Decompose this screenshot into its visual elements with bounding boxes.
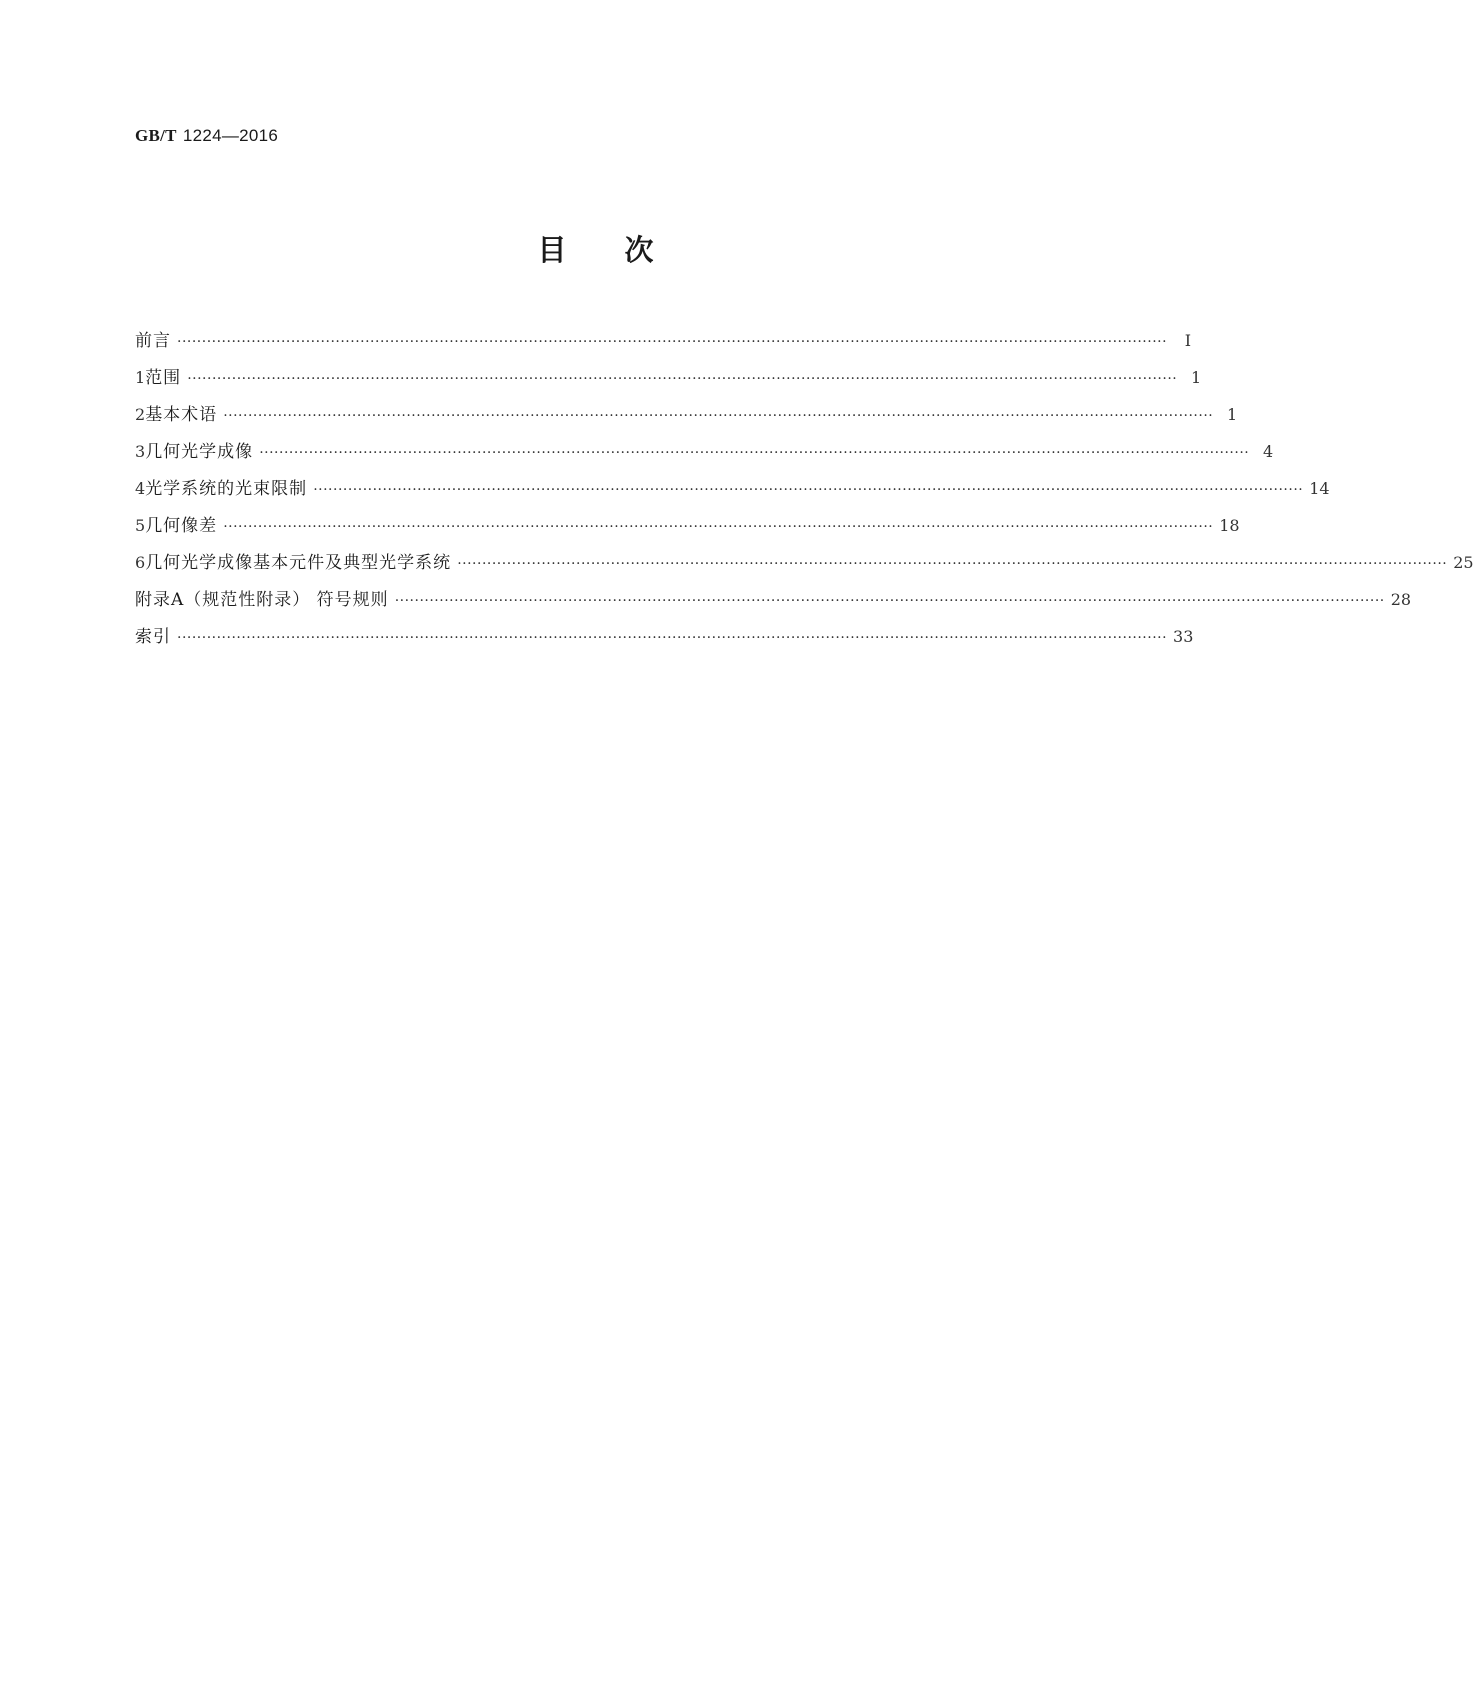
toc-entry-number: 1: [135, 368, 146, 387]
toc-entry-number: 5: [135, 516, 146, 535]
toc-entry-page: 28: [1390, 590, 1412, 609]
toc-entry-label: 前言: [135, 331, 171, 351]
dot-leader: ········································································································································································································: [457, 556, 1448, 572]
toc-entry-page: 18: [1219, 516, 1240, 535]
toc-entry-label: 几何光学成像: [145, 442, 254, 462]
toc-entry-page: 14: [1309, 479, 1330, 498]
toc-entry-page: 1: [1227, 405, 1238, 424]
dot-leader: ········································································································································································································: [177, 334, 1168, 350]
dot-leader: ········································································································································································································: [223, 519, 1214, 535]
toc-title: 目次: [537, 233, 712, 267]
toc-entry-number: 4: [135, 479, 146, 498]
toc-entry-label: 范围: [145, 368, 182, 388]
dot-leader: ········································································································································································································: [177, 630, 1168, 646]
dot-leader: ········································································································································································································: [313, 482, 1304, 498]
toc-entry-beam-limitation[interactable]: [135, 474, 1330, 511]
toc-entry-label: 索引: [135, 627, 171, 647]
toc-entry-page: 33: [1173, 627, 1194, 646]
toc-entry-appendix-a[interactable]: [135, 585, 1412, 622]
dot-leader: ········································································································································································································: [394, 593, 1385, 609]
toc-entry-label: 几何像差: [145, 516, 218, 536]
toc-entry-label: 光学系统的光束限制: [145, 479, 308, 499]
toc-entry-page: Ⅰ: [1184, 331, 1192, 350]
toc-entry-geometric-aberration[interactable]: [135, 511, 1240, 548]
toc-entry-basic-elements[interactable]: [135, 548, 1474, 585]
toc-entry-page: 25: [1453, 553, 1474, 572]
toc-entry-foreword[interactable]: [135, 326, 1192, 363]
dot-leader: ········································································································································································································: [223, 408, 1214, 424]
toc-entry-geometric-imaging[interactable]: [135, 437, 1274, 474]
toc-entry-page: 1: [1191, 368, 1202, 387]
toc-entry-number: 3: [135, 442, 146, 461]
toc-entry-index[interactable]: [135, 622, 1194, 659]
toc-entry-number: 2: [135, 405, 146, 424]
toc-entry-number: 6: [135, 553, 146, 572]
toc-list: [135, 326, 1474, 659]
toc-entry-basic-terms[interactable]: [135, 400, 1238, 437]
dot-leader: ········································································································································································································: [259, 445, 1250, 461]
toc-entry-label: 附录A（规范性附录） 符号规则: [135, 590, 389, 610]
toc-entry-scope[interactable]: [135, 363, 1202, 400]
document-code: [135, 126, 278, 146]
toc-entry-label: 几何光学成像基本元件及典型光学系统: [145, 553, 452, 573]
document-code-number: 1224—2016: [182, 126, 279, 145]
toc-entry-page: 4: [1263, 442, 1274, 461]
dot-leader: ········································································································································································································: [187, 371, 1178, 387]
toc-entry-label: 基本术语: [145, 405, 218, 425]
document-code-prefix: GB/T: [135, 126, 177, 145]
